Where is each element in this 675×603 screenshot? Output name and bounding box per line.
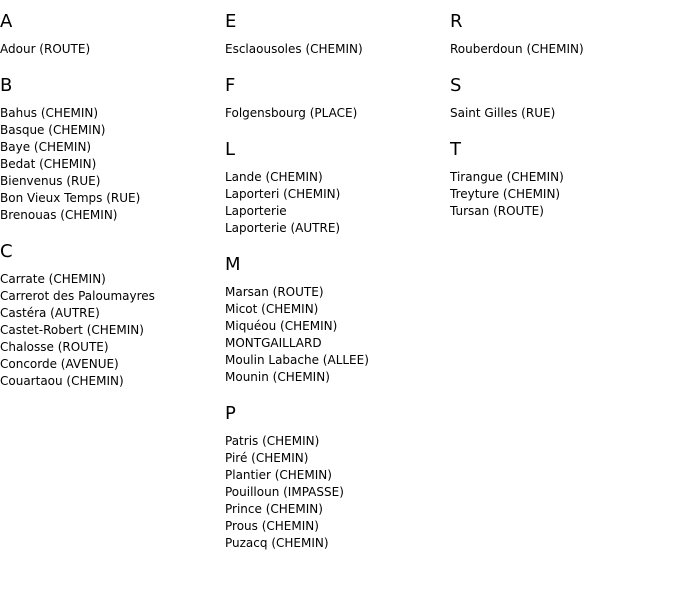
street-list-item [225, 369, 440, 386]
street-link[interactable]: Prince (CHEMIN) [225, 502, 323, 516]
street-list-item [225, 186, 440, 203]
street-list-item [450, 186, 665, 203]
street-link[interactable]: Laporteri (CHEMIN) [225, 187, 341, 201]
street-list-item [225, 220, 440, 237]
street-list-item [225, 433, 440, 450]
street-list-item [0, 139, 215, 156]
street-list [225, 284, 440, 386]
street-list [0, 41, 215, 58]
street-link[interactable]: Plantier (CHEMIN) [225, 468, 332, 482]
letter-group [0, 11, 215, 58]
letter-heading: L [225, 139, 236, 160]
street-link[interactable]: Treyture (CHEMIN) [450, 187, 561, 201]
street-link[interactable]: Carrate (CHEMIN) [0, 272, 106, 286]
street-list-item [225, 203, 440, 220]
street-list-item [225, 318, 440, 335]
street-list-item [0, 122, 215, 139]
street-link[interactable]: Concorde (AVENUE) [0, 357, 119, 371]
letter-heading: M [225, 254, 241, 275]
street-link[interactable]: Baye (CHEMIN) [0, 140, 92, 154]
street-link[interactable]: Marsan (ROUTE) [225, 285, 324, 299]
letter-heading: C [0, 241, 13, 262]
street-list [0, 105, 215, 224]
letter-group [225, 75, 440, 122]
letter-heading: B [0, 75, 13, 96]
letter-group [225, 11, 440, 58]
street-list [225, 433, 440, 552]
index-column [450, 0, 665, 220]
street-list-item [225, 105, 440, 122]
street-link[interactable]: Basque (CHEMIN) [0, 123, 106, 137]
street-link[interactable]: Miquéou (CHEMIN) [225, 319, 338, 333]
street-list-item [225, 169, 440, 186]
street-list-item [225, 284, 440, 301]
street-list-item [0, 41, 215, 58]
street-link[interactable]: Esclaousoles (CHEMIN) [225, 42, 363, 56]
index-column [0, 0, 215, 390]
street-link[interactable]: Carrerot des Paloumayres [0, 289, 155, 303]
street-link[interactable]: Patris (CHEMIN) [225, 434, 320, 448]
letter-heading: T [450, 139, 461, 160]
street-list-item [225, 535, 440, 552]
letter-group [450, 75, 665, 122]
street-list-item [225, 467, 440, 484]
street-list [225, 41, 440, 58]
letter-group [225, 403, 440, 552]
letter-heading: E [225, 11, 237, 32]
street-link[interactable]: Tirangue (CHEMIN) [450, 170, 564, 184]
street-link[interactable]: Bedat (CHEMIN) [0, 157, 97, 171]
street-link[interactable]: Folgensbourg (PLACE) [225, 106, 358, 120]
index-column [225, 0, 440, 552]
street-link[interactable]: Brenouas (CHEMIN) [0, 208, 118, 222]
street-link[interactable]: Tursan (ROUTE) [450, 204, 544, 218]
street-link[interactable]: Pouilloun (IMPASSE) [225, 485, 344, 499]
street-link[interactable]: Mounin (CHEMIN) [225, 370, 330, 384]
street-link[interactable]: Rouberdoun (CHEMIN) [450, 42, 584, 56]
letter-heading: A [0, 11, 13, 32]
street-list-item [0, 105, 215, 122]
street-list-item [0, 207, 215, 224]
letter-group [450, 139, 665, 220]
street-list-item [0, 322, 215, 339]
street-list-item [0, 356, 215, 373]
street-list-item [225, 301, 440, 318]
street-link[interactable]: Prous (CHEMIN) [225, 519, 319, 533]
street-link[interactable]: Piré (CHEMIN) [225, 451, 309, 465]
street-list-item [0, 305, 215, 322]
street-link[interactable]: Couartaou (CHEMIN) [0, 374, 124, 388]
letter-group [450, 11, 665, 58]
letter-heading: P [225, 403, 236, 424]
street-link[interactable]: Laporterie [225, 204, 287, 218]
street-list [225, 105, 440, 122]
street-link[interactable]: Bienvenus (RUE) [0, 174, 101, 188]
letter-group [0, 75, 215, 224]
street-list-item [225, 335, 440, 352]
street-link[interactable]: Chalosse (ROUTE) [0, 340, 109, 354]
street-list-item [0, 173, 215, 190]
street-link[interactable]: Castéra (AUTRE) [0, 306, 100, 320]
street-list-item [0, 190, 215, 207]
street-list-item [0, 156, 215, 173]
street-link[interactable]: Adour (ROUTE) [0, 42, 91, 56]
street-list [450, 41, 665, 58]
street-list [225, 169, 440, 237]
street-list-item [0, 373, 215, 390]
street-link[interactable]: Bon Vieux Temps (RUE) [0, 191, 141, 205]
letter-heading: R [450, 11, 463, 32]
street-list [450, 169, 665, 220]
letter-group [225, 254, 440, 386]
street-list-item [450, 203, 665, 220]
street-list-item [225, 501, 440, 518]
street-link[interactable]: MONTGAILLARD [225, 336, 322, 350]
street-list-item [450, 169, 665, 186]
street-list-item [0, 288, 215, 305]
street-list-item [450, 41, 665, 58]
letter-group [0, 241, 215, 390]
letter-heading: F [225, 75, 236, 96]
street-list-item [0, 339, 215, 356]
street-list-item [225, 352, 440, 369]
street-list-item [225, 41, 440, 58]
street-list-item [225, 450, 440, 467]
street-link[interactable]: Castet-Robert (CHEMIN) [0, 323, 144, 337]
street-list-item [0, 271, 215, 288]
street-link[interactable]: Saint Gilles (RUE) [450, 106, 556, 120]
street-link[interactable]: Puzacq (CHEMIN) [225, 536, 329, 550]
street-link[interactable]: Bahus (CHEMIN) [0, 106, 99, 120]
street-list [450, 105, 665, 122]
street-link[interactable]: Laporterie (AUTRE) [225, 221, 341, 235]
letter-group [225, 139, 440, 237]
street-list-item [450, 105, 665, 122]
street-link[interactable]: Lande (CHEMIN) [225, 170, 323, 184]
letter-heading: S [450, 75, 462, 96]
street-list-item [225, 484, 440, 501]
street-link[interactable]: Micot (CHEMIN) [225, 302, 319, 316]
street-list-item [225, 518, 440, 535]
street-list [0, 271, 215, 390]
street-link[interactable]: Moulin Labache (ALLEE) [225, 353, 369, 367]
